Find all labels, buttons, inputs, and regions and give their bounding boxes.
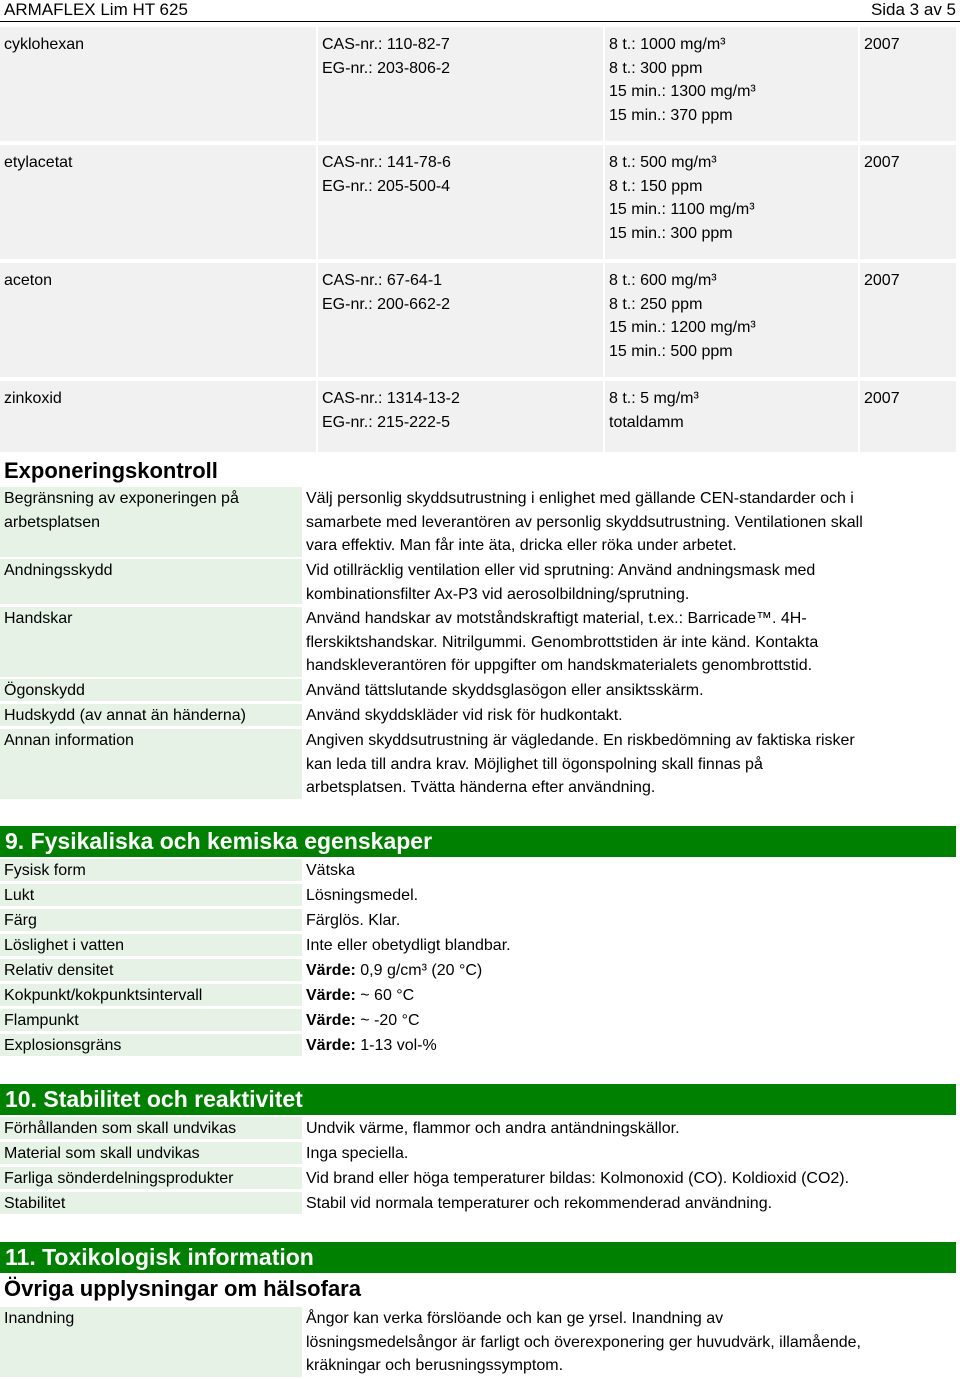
exposure-value: Använd tättslutande skyddsglasögon eller ansiktsskärm. [306,682,704,699]
toxicology-value: Ångor kan verka förslöande och kan ge yrsel. Inandning av lösningsmedelsångor är farligt och överexponering ger huvudvärk, illamående, kräkningar och berusningssymptom. [306,1310,861,1374]
document-title: ARMAFLEX Lim HT 625 [4,0,188,19]
stability-label: Material som skall undvikas [0,1142,302,1164]
exposure-value: Vid otillräcklig ventilation eller vid sprutning: Använd andningsmask med kombinationsfilter Ax-P3 vid aerosolbildning/sprutning. [306,562,816,603]
stability-label: Farliga sönderdelningsprodukter [0,1167,302,1189]
limit-year: 2007 [860,145,956,259]
toxicology-label: Inandning [0,1307,302,1377]
property-value: Färglös. Klar. [306,912,401,929]
property-label: Lukt [0,884,302,906]
property-value: Värde: ~ -20 °C [306,1012,420,1029]
exposure-label: Begränsning av exponeringen på arbetsplatsen [0,487,302,557]
stability-label: Förhållanden som skall undvikas [0,1117,302,1139]
exposure-limits: 8 t.: 1000 mg/m³ 8 t.: 300 ppm 15 min.: 1300 mg/m³ 15 min.: 370 ppm [605,27,858,141]
stability-value: Vid brand eller höga temperaturer bildas: Kolmonoxid (CO). Koldioxid (CO2). [306,1170,850,1187]
property-value: Värde: ~ 60 °C [306,987,415,1004]
substance-name: zinkoxid [0,381,316,452]
property-value: Lösningsmedel. [306,887,419,904]
table-row [0,263,960,377]
exposure-value: Angiven skyddsutrustning är vägledande. En riskbedömning av faktiska risker kan leda till andra krav. Möjlighet till ögonspolning skall finnas på arbetsplatsen. Tvätta händerna efter användning. [306,732,855,796]
substance-ids: CAS-nr.: 67-64-1 EG-nr.: 200-662-2 [318,263,603,377]
exposure-limits: 8 t.: 500 mg/m³ 8 t.: 150 ppm 15 min.: 1100 mg/m³ 15 min.: 300 ppm [605,145,858,259]
property-label: Relativ densitet [0,959,302,981]
health-hazard-subheading: Övriga upplysningar om hälsofara [4,1276,361,1301]
property-label: Fysisk form [0,859,302,881]
exposure-label: Handskar [0,607,302,677]
stability-label: Stabilitet [0,1192,302,1214]
limit-year: 2007 [860,27,956,141]
section-10-heading: 10. Stabilitet och reaktivitet [0,1084,956,1115]
property-value: Vätska [306,862,355,879]
property-value: Värde: 0,9 g/cm³ (20 °C) [306,962,483,979]
property-value: Värde: 1-13 vol-% [306,1037,437,1054]
substance-name: aceton [0,263,316,377]
table-row [0,381,960,452]
exposure-label: Andningsskydd [0,559,302,604]
substance-name: etylacetat [0,145,316,259]
exposure-label: Ögonskydd [0,679,302,701]
property-label: Löslighet i vatten [0,934,302,956]
section-11-heading: 11. Toxikologisk information [0,1242,956,1273]
property-label: Färg [0,909,302,931]
property-value: Inte eller obetydligt blandbar. [306,937,511,954]
property-label: Kokpunkt/kokpunktsintervall [0,984,302,1006]
substance-ids: CAS-nr.: 141-78-6 EG-nr.: 205-500-4 [318,145,603,259]
exposure-value: Välj personlig skyddsutrustning i enlighet med gällande CEN-standarder och i samarbete med leverantören av personlig skyddsutrustning. Ventilationen skall vara effektiv. Man får inte äta, dricka eller röka under arbetet. [306,490,863,554]
page-number: Sida 3 av 5 [870,0,956,19]
limit-year: 2007 [860,381,956,452]
limit-year: 2007 [860,263,956,377]
exposure-value: Använd skyddskläder vid risk för hudkontakt. [306,707,623,724]
table-row [0,27,960,141]
exposure-label: Hudskydd (av annat än händerna) [0,704,302,726]
stability-value: Inga speciella. [306,1145,409,1162]
exposure-limits: 8 t.: 5 mg/m³ totaldamm [605,381,858,452]
substance-name: cyklohexan [0,27,316,141]
table-row [0,145,960,259]
stability-value: Undvik värme, flammor och andra antändningskällor. [306,1120,680,1137]
property-label: Flampunkt [0,1009,302,1031]
substance-ids: CAS-nr.: 1314-13-2 EG-nr.: 215-222-5 [318,381,603,452]
section-9-heading: 9. Fysikaliska och kemiska egenskaper [0,826,956,857]
exposure-label: Annan information [0,729,302,799]
substance-ids: CAS-nr.: 110-82-7 EG-nr.: 203-806-2 [318,27,603,141]
exposure-control-heading: Exponeringskontroll [4,458,218,483]
property-label: Explosionsgräns [0,1034,302,1056]
page-header [0,0,960,22]
exposure-value: Använd handskar av motståndskraftigt material, t.ex.: Barricade™. 4H- flerskiktshandskar. Nitrilgummi. Genombrottstiden är inte känd. Kontakta handskleverantören för uppgifter om handskmaterialets genombrottstid. [306,610,819,674]
exposure-limits: 8 t.: 600 mg/m³ 8 t.: 250 ppm 15 min.: 1200 mg/m³ 15 min.: 500 ppm [605,263,858,377]
stability-value: Stabil vid normala temperaturer och rekommenderad användning. [306,1195,773,1212]
